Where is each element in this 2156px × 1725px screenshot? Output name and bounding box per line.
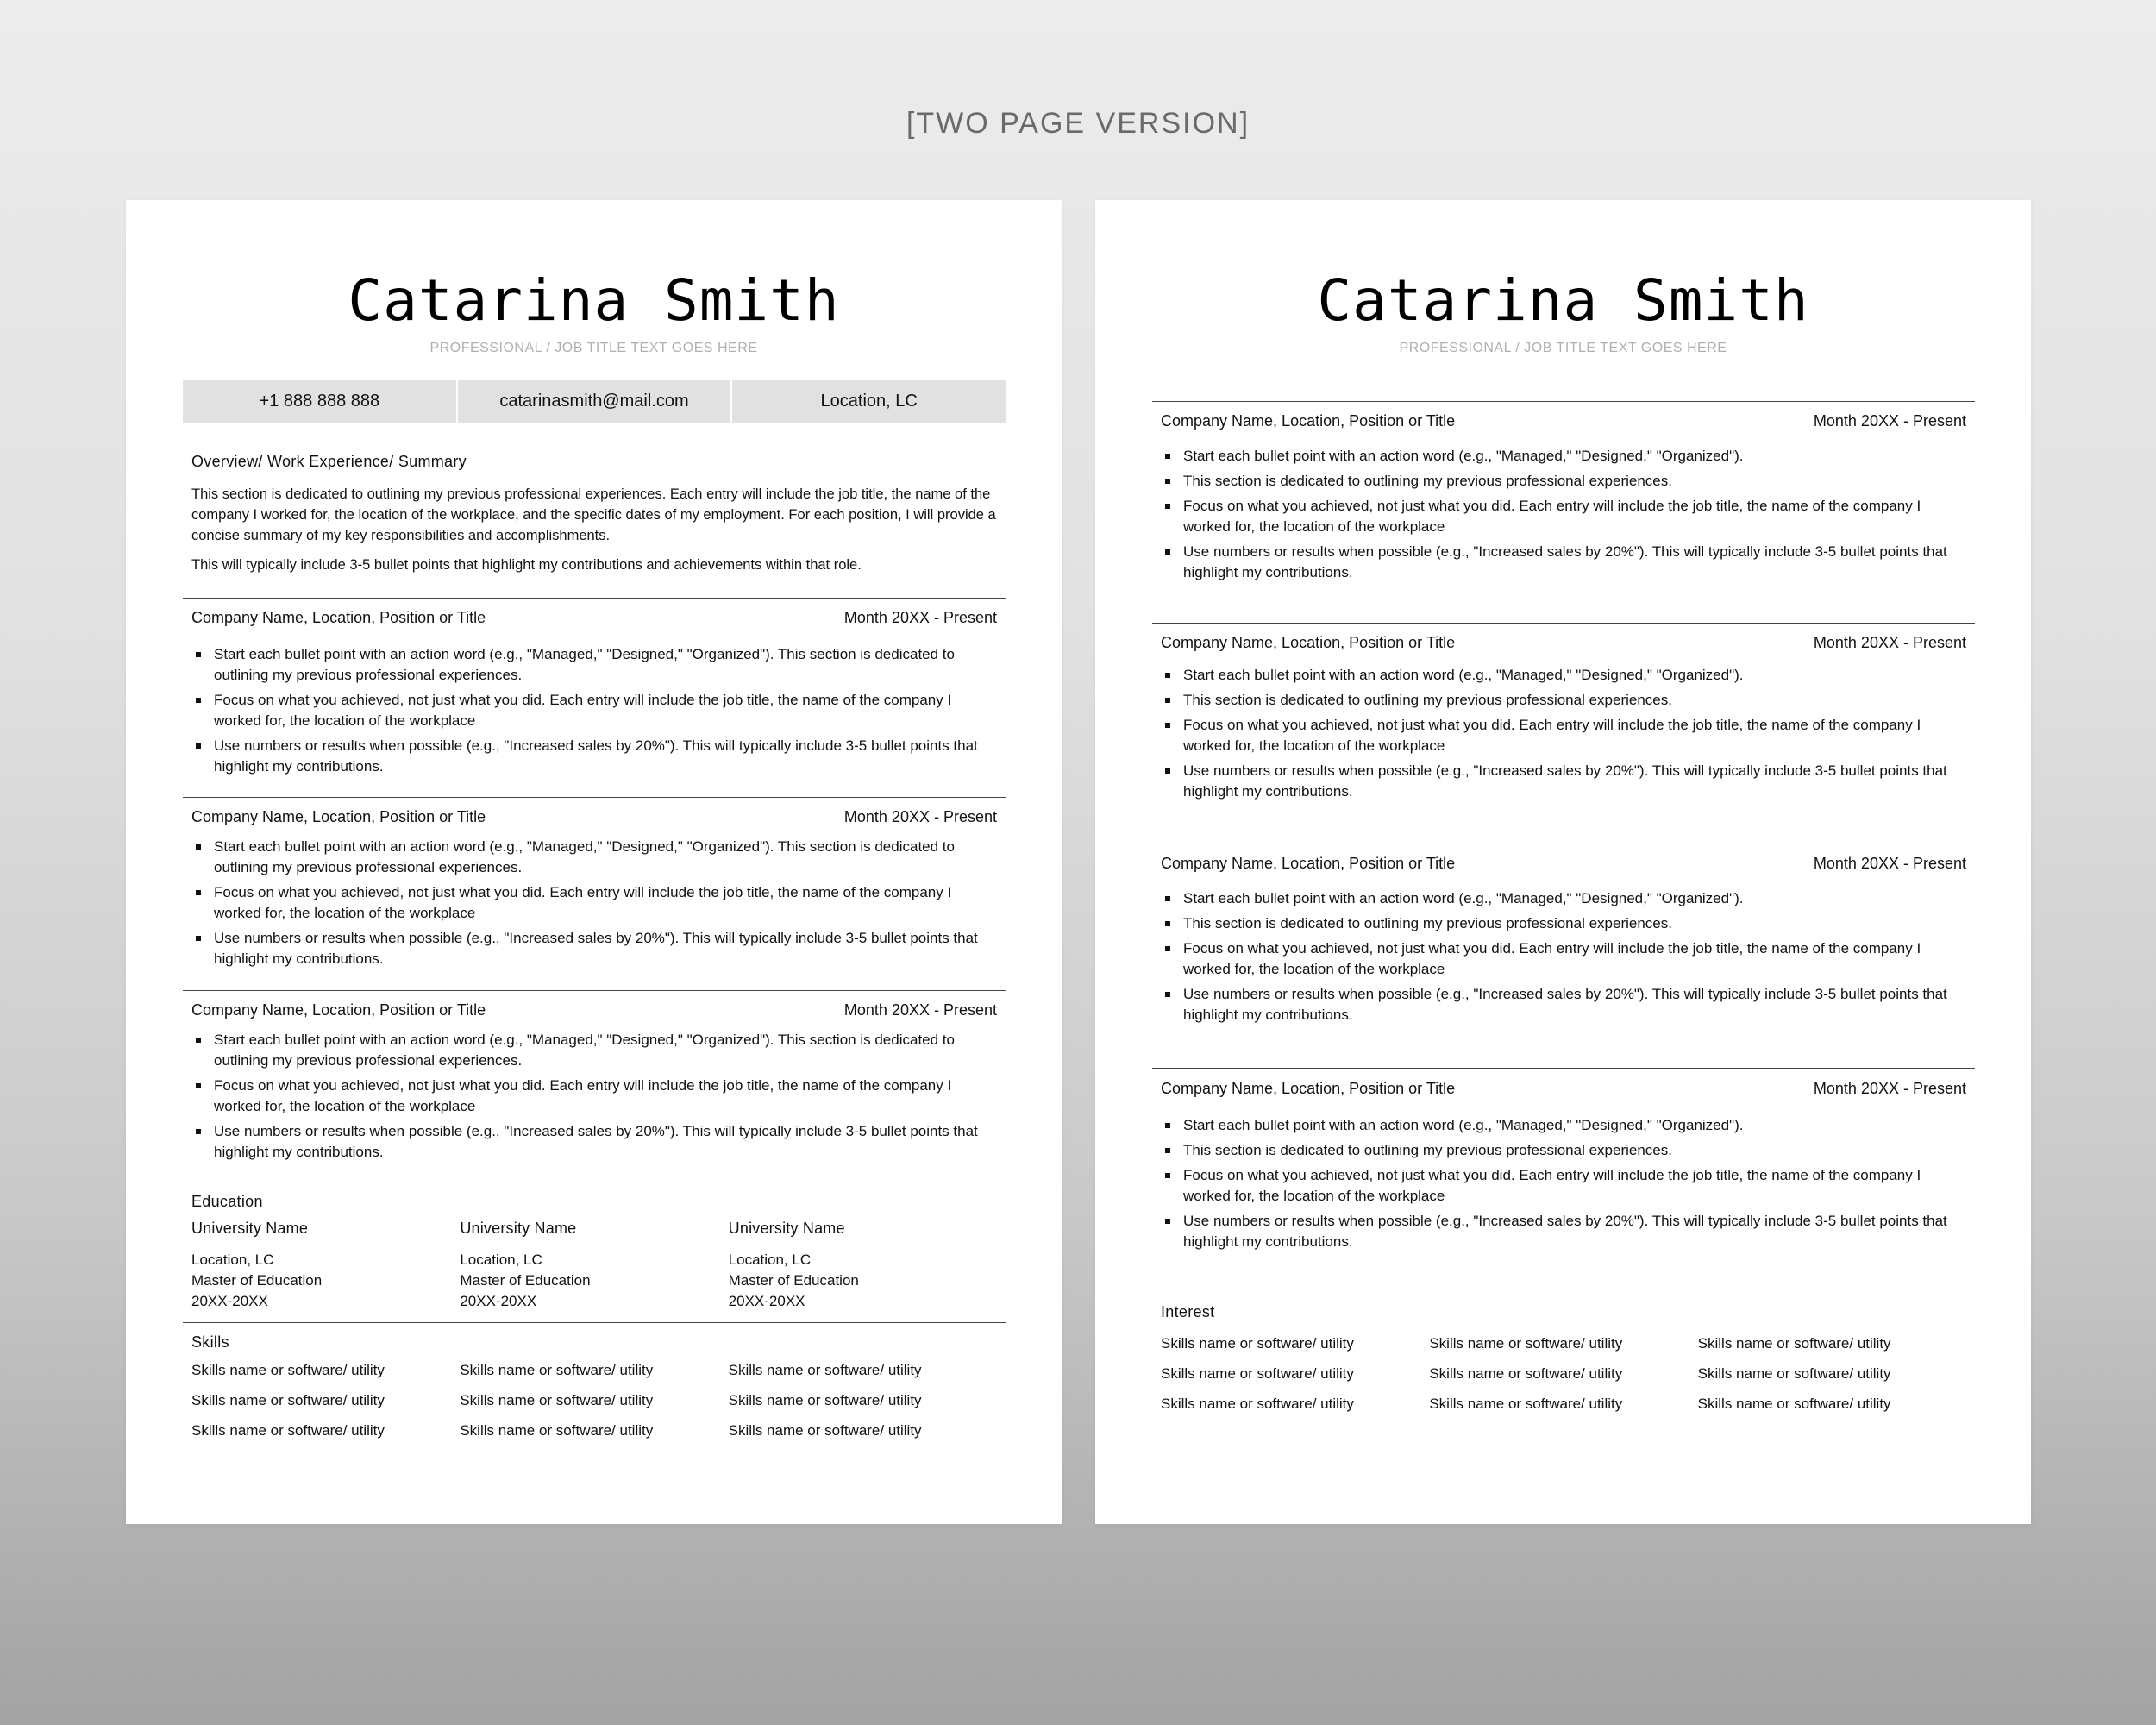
bullet-item: Use numbers or results when possible (e.g., "Increased sales by 20%"). This will typically include 3-5 bullet points that highlight my contributions. [1161,984,1966,1026]
bullet-item: Focus on what you achieved, not just what you did. Each entry will include the job title, the name of the company I worked for, the location of the workplace [1161,715,1966,756]
interest-item: Skills name or software/ utility [1697,1335,1891,1352]
education-item [191,1220,460,1312]
skill-item: Skills name or software/ utility [460,1392,654,1408]
entry-date: Month 20XX - Present [843,1001,997,1019]
contact-location: Location, LC [820,392,918,411]
contact-bar [183,380,1006,423]
resume-name: Catarina Smith [348,267,840,334]
interest-item: Skills name or software/ utility [1429,1396,1623,1412]
bullet-item: Start each bullet point with an action word (e.g., "Managed," "Designed," "Organized"). [1161,1115,1966,1136]
bullet-item: Start each bullet point with an action word (e.g., "Managed," "Designed," "Organized"). [1161,888,1966,909]
skills-column [191,1355,460,1446]
university-name: University Name [460,1220,577,1237]
page-version-label: [TWO PAGE VERSION] [906,107,1250,140]
bullet-item: This section is dedicated to outlining my previous professional experiences. [1161,1140,1966,1161]
interest-title: Interest [1161,1303,1215,1320]
education-years: 20XX-20XX [191,1293,268,1309]
skills-column [729,1355,997,1446]
skill-item: Skills name or software/ utility [728,1422,922,1439]
entry-heading: Company Name, Location, Position or Title [191,1001,486,1019]
entry-heading: Company Name, Location, Position or Title [1161,412,1456,430]
bullet-item: This section is dedicated to outlining my previous professional experiences. [1161,913,1966,934]
bullet-item: Focus on what you achieved, not just what you did. Each entry will include the job title, the name of the company I worked for, the location of the workplace [191,1076,997,1117]
skills-title: Skills [191,1333,229,1351]
interest-item: Skills name or software/ utility [1429,1365,1623,1382]
entry-date: Month 20XX - Present [1813,855,1966,872]
divider [1152,623,1975,624]
skill-item: Skills name or software/ utility [191,1362,385,1378]
experience-entry [191,609,997,781]
overview-paragraph: This will typically include 3-5 bullet points that highlight my contributions and achievements within that role. [191,557,862,573]
bullet-item: Start each bullet point with an action word (e.g., "Managed," "Designed," "Organized"). This section is dedicated to outlining my previous professional experiences. [191,837,997,878]
divider [1152,1068,1975,1069]
divider [183,1322,1006,1323]
skill-item: Skills name or software/ utility [728,1362,922,1378]
education-item [460,1220,728,1312]
divider [183,797,1006,798]
entry-header [191,808,997,826]
experience-entry [1161,1080,1966,1257]
bullet-item: This section is dedicated to outlining my previous professional experiences. [1161,690,1966,711]
education-location: Location, LC [728,1251,812,1268]
education-item [729,1220,997,1312]
bullet-list [191,644,997,777]
entry-heading: Company Name, Location, Position or Title [191,609,486,626]
education-years: 20XX-20XX [728,1293,805,1309]
interest-columns [1161,1328,1966,1419]
entry-heading: Company Name, Location, Position or Title [1161,855,1456,872]
resume-page-2 [1095,200,2031,1524]
university-name: University Name [191,1220,309,1237]
entry-date: Month 20XX - Present [1813,634,1966,651]
entry-date: Month 20XX - Present [1813,412,1966,430]
interest-item: Skills name or software/ utility [1161,1396,1354,1412]
interest-item: Skills name or software/ utility [1161,1365,1354,1382]
overview-title: Overview/ Work Experience/ Summary [191,453,467,470]
entry-header [1161,855,1966,873]
divider [1152,401,1975,402]
divider [183,990,1006,991]
job-title: PROFESSIONAL / JOB TITLE TEXT GOES HERE [1399,341,1727,355]
entry-header [1161,1080,1966,1098]
bullet-item: Use numbers or results when possible (e.g., "Increased sales by 20%"). This will typically include 3-5 bullet points that highlight my contributions. [191,928,997,969]
bullet-item: Focus on what you achieved, not just what you did. Each entry will include the job title, the name of the company I worked for, the location of the workplace [191,690,997,731]
contact-email: catarinasmith@mail.com [458,380,733,423]
education-years: 20XX-20XX [460,1293,537,1309]
entry-header [1161,634,1966,652]
bullet-item: Use numbers or results when possible (e.g., "Increased sales by 20%"). This will typically include 3-5 bullet points that highlight my contributions. [191,736,997,777]
bullet-item: Use numbers or results when possible (e.g., "Increased sales by 20%"). This will typically include 3-5 bullet points that highlight my contributions. [1161,542,1966,583]
education-section [191,1193,997,1312]
skill-item: Skills name or software/ utility [460,1422,654,1439]
experience-entry [1161,855,1966,1030]
bullet-item: Focus on what you achieved, not just what you did. Each entry will include the job title, the name of the company I worked for, the location of the workplace [1161,496,1966,537]
entry-date: Month 20XX - Present [843,609,997,626]
education-degree: Master of Education [728,1272,859,1289]
overview-section [191,453,997,575]
entry-heading: Company Name, Location, Position or Title [1161,1080,1456,1097]
bullet-list [1161,888,1966,1026]
skill-item: Skills name or software/ utility [191,1392,385,1408]
entry-heading: Company Name, Location, Position or Title [1161,634,1456,651]
bullet-item: Start each bullet point with an action word (e.g., "Managed," "Designed," "Organized"). [1161,446,1966,467]
bullet-list [1161,1115,1966,1252]
bullet-list [1161,665,1966,802]
interest-item: Skills name or software/ utility [1429,1335,1623,1352]
skills-columns [191,1355,997,1446]
skill-item: Skills name or software/ utility [460,1362,654,1378]
bullet-item: Use numbers or results when possible (e.g., "Increased sales by 20%"). This will typically include 3-5 bullet points that highlight my contributions. [1161,761,1966,802]
interest-column [1161,1328,1429,1419]
education-location: Location, LC [191,1251,274,1268]
entry-header [191,609,997,627]
interest-item: Skills name or software/ utility [1161,1335,1354,1352]
skills-column [460,1355,728,1446]
interest-item: Skills name or software/ utility [1697,1396,1891,1412]
resume-page-1 [126,200,1062,1524]
skills-section [191,1333,997,1446]
entry-date: Month 20XX - Present [1813,1080,1966,1097]
overview-paragraph: This section is dedicated to outlining my previous professional experiences. Each entry will include the job title, the name of the company I worked for, the location of the workplace, and the specific dates of my employment. For each position, I will provide a concise summary of my key responsibilities and accomplishments. [191,486,996,543]
bullet-list [191,1030,997,1163]
bullet-item: Focus on what you achieved, not just what you did. Each entry will include the job title, the name of the company I worked for, the location of the workplace [191,882,997,924]
experience-entry [191,808,997,974]
bullet-item: Start each bullet point with an action word (e.g., "Managed," "Designed," "Organized"). This section is dedicated to outlining my previous professional experiences. [191,1030,997,1071]
education-degree: Master of Education [460,1272,591,1289]
interest-section [1161,1303,1966,1419]
education-title: Education [191,1193,263,1210]
bullet-item: Focus on what you achieved, not just what you did. Each entry will include the job title, the name of the company I worked for, the location of the workplace [1161,1165,1966,1207]
contact-phone: +1 888 888 888 [183,380,458,423]
education-degree: Master of Education [191,1272,323,1289]
education-columns [191,1220,997,1312]
bullet-list [191,837,997,969]
skill-item: Skills name or software/ utility [728,1392,922,1408]
bullet-item: Use numbers or results when possible (e.g., "Increased sales by 20%"). This will typically include 3-5 bullet points that highlight my contributions. [191,1121,997,1163]
job-title: PROFESSIONAL / JOB TITLE TEXT GOES HERE [429,341,758,355]
bullet-item: Use numbers or results when possible (e.g., "Increased sales by 20%"). This will typically include 3-5 bullet points that highlight my contributions. [1161,1211,1966,1252]
bullet-item: Focus on what you achieved, not just what you did. Each entry will include the job title, the name of the company I worked for, the location of the workplace [1161,938,1966,980]
resume-name: Catarina Smith [1317,267,1809,334]
interest-column [1698,1328,1966,1419]
bullet-item: Start each bullet point with an action word (e.g., "Managed," "Designed," "Organized"). This section is dedicated to outlining my previous professional experiences. [191,644,997,686]
bullet-item: Start each bullet point with an action word (e.g., "Managed," "Designed," "Organized"). [1161,665,1966,686]
bullet-item: This section is dedicated to outlining my previous professional experiences. [1161,471,1966,492]
bullet-list [1161,446,1966,583]
entry-date: Month 20XX - Present [843,808,997,825]
education-location: Location, LC [460,1251,542,1268]
experience-entry [191,1001,997,1167]
entry-heading: Company Name, Location, Position or Title [191,808,486,825]
interest-item: Skills name or software/ utility [1697,1365,1891,1382]
interest-column [1429,1328,1697,1419]
experience-entry [1161,412,1966,587]
entry-header [1161,412,1966,430]
divider [183,598,1006,599]
entry-header [191,1001,997,1019]
skill-item: Skills name or software/ utility [191,1422,385,1439]
experience-entry [1161,634,1966,806]
university-name: University Name [728,1220,845,1237]
